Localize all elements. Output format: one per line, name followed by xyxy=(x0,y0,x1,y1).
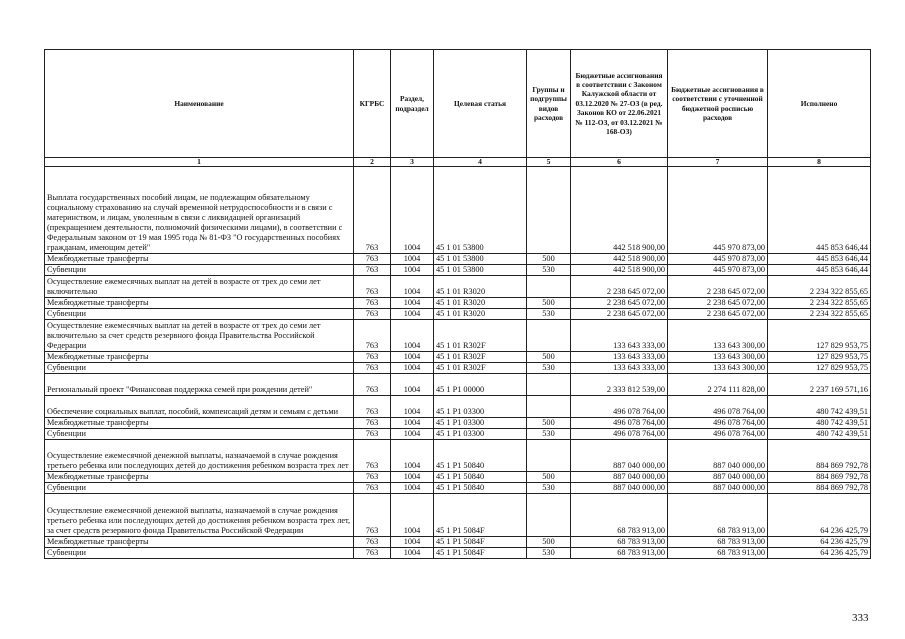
row-expense-group: 500 xyxy=(527,254,571,265)
row-executed-amount: 127 829 953,75 xyxy=(768,363,871,374)
column-number: 2 xyxy=(354,158,391,167)
row-law-amount: 887 040 000,00 xyxy=(571,440,668,472)
row-law-amount: 496 078 764,00 xyxy=(571,396,668,418)
row-expense-group: 500 xyxy=(527,352,571,363)
row-target-article: 45 1 01 53800 xyxy=(434,254,527,265)
header-kgrbs: КГРБС xyxy=(354,50,391,158)
row-section: 1004 xyxy=(391,396,434,418)
row-expense-group xyxy=(527,374,571,396)
row-expense-group: 530 xyxy=(527,483,571,494)
row-name: Межбюджетные трансферты xyxy=(45,352,354,363)
row-name: Субвенции xyxy=(45,363,354,374)
row-expense-group: 500 xyxy=(527,537,571,548)
table-row xyxy=(45,494,871,537)
table-row xyxy=(45,298,871,309)
row-name: Субвенции xyxy=(45,309,354,320)
table-row xyxy=(45,418,871,429)
row-law-amount: 68 783 913,00 xyxy=(571,548,668,559)
row-kgrbs: 763 xyxy=(354,298,391,309)
column-number: 3 xyxy=(391,158,434,167)
row-name: Межбюджетные трансферты xyxy=(45,298,354,309)
row-kgrbs: 763 xyxy=(354,167,391,254)
row-budget-amount: 887 040 000,00 xyxy=(668,440,768,472)
row-kgrbs: 763 xyxy=(354,352,391,363)
row-budget-amount: 133 643 300,00 xyxy=(668,352,768,363)
column-number: 8 xyxy=(768,158,871,167)
row-budget-amount: 496 078 764,00 xyxy=(668,396,768,418)
row-expense-group xyxy=(527,494,571,537)
row-kgrbs: 763 xyxy=(354,309,391,320)
row-budget-amount: 2 238 645 072,00 xyxy=(668,309,768,320)
row-expense-group xyxy=(527,276,571,298)
row-executed-amount: 445 853 646,44 xyxy=(768,167,871,254)
row-section: 1004 xyxy=(391,429,434,440)
row-law-amount: 887 040 000,00 xyxy=(571,483,668,494)
row-name: Межбюджетные трансферты xyxy=(45,537,354,548)
row-name: Региональный проект "Финансовая поддержка семей при рождении детей" xyxy=(45,374,354,396)
row-executed-amount: 2 234 322 855,65 xyxy=(768,309,871,320)
table-row xyxy=(45,429,871,440)
row-kgrbs: 763 xyxy=(354,494,391,537)
row-target-article: 45 1 P1 03300 xyxy=(434,396,527,418)
row-target-article: 45 1 01 R3020 xyxy=(434,298,527,309)
row-expense-group: 500 xyxy=(527,418,571,429)
row-executed-amount: 884 869 792,78 xyxy=(768,440,871,472)
row-budget-amount: 445 970 873,00 xyxy=(668,167,768,254)
row-budget-amount: 445 970 873,00 xyxy=(668,254,768,265)
row-name: Субвенции xyxy=(45,548,354,559)
row-target-article: 45 1 01 53800 xyxy=(434,265,527,276)
row-executed-amount: 127 829 953,75 xyxy=(768,320,871,352)
row-target-article: 45 1 P1 50840 xyxy=(434,472,527,483)
row-budget-amount: 133 643 300,00 xyxy=(668,320,768,352)
row-kgrbs: 763 xyxy=(354,265,391,276)
row-kgrbs: 763 xyxy=(354,440,391,472)
row-name: Выплата государственных пособий лицам, не подлежащим обязательному социальному страхованию на случай временной нетрудоспособности и в связи с материнством, и лицам, уволенным в связи с ликвидацией организаций (прекращением деятельности, полномочий физическими лицами), в соответствии с Федеральным законом от 19 мая 1995 года № 81-ФЗ "О государственных пособиях гражданам, имеющим детей" xyxy=(45,167,354,254)
row-kgrbs: 763 xyxy=(354,396,391,418)
row-law-amount: 133 643 333,00 xyxy=(571,352,668,363)
header-law-allocations: Бюджетные ассигнования в соответствии с Законом Калужской области от 03.12.2020 № 27-ОЗ (в ред. Законов КО от 22.06.2021 № 112-ОЗ, от 03.12.2021 № 168-ОЗ) xyxy=(571,50,668,158)
row-budget-amount: 2 238 645 072,00 xyxy=(668,276,768,298)
row-expense-group: 500 xyxy=(527,298,571,309)
row-law-amount: 496 078 764,00 xyxy=(571,418,668,429)
row-section: 1004 xyxy=(391,254,434,265)
row-kgrbs: 763 xyxy=(354,363,391,374)
row-law-amount: 2 238 645 072,00 xyxy=(571,309,668,320)
row-executed-amount: 127 829 953,75 xyxy=(768,352,871,363)
row-executed-amount: 480 742 439,51 xyxy=(768,429,871,440)
row-expense-group: 530 xyxy=(527,309,571,320)
table-row xyxy=(45,472,871,483)
row-target-article: 45 1 01 R302F xyxy=(434,363,527,374)
table-row xyxy=(45,167,871,254)
page-number: 333 xyxy=(852,612,869,624)
row-law-amount: 496 078 764,00 xyxy=(571,429,668,440)
row-budget-amount: 133 643 300,00 xyxy=(668,363,768,374)
table-row xyxy=(45,483,871,494)
row-section: 1004 xyxy=(391,352,434,363)
row-expense-group xyxy=(527,396,571,418)
row-section: 1004 xyxy=(391,167,434,254)
table-row xyxy=(45,309,871,320)
row-budget-amount: 496 078 764,00 xyxy=(668,429,768,440)
row-target-article: 45 1 01 R302F xyxy=(434,352,527,363)
row-target-article: 45 1 P1 5084F xyxy=(434,548,527,559)
row-executed-amount: 2 234 322 855,65 xyxy=(768,298,871,309)
row-law-amount: 442 518 900,00 xyxy=(571,265,668,276)
row-law-amount: 133 643 333,00 xyxy=(571,363,668,374)
row-target-article: 45 1 P1 00000 xyxy=(434,374,527,396)
row-target-article: 45 1 01 R3020 xyxy=(434,276,527,298)
row-target-article: 45 1 01 R3020 xyxy=(434,309,527,320)
table-row xyxy=(45,265,871,276)
row-expense-group xyxy=(527,167,571,254)
column-number: 4 xyxy=(434,158,527,167)
row-budget-amount: 887 040 000,00 xyxy=(668,472,768,483)
row-expense-group: 500 xyxy=(527,472,571,483)
table-row xyxy=(45,352,871,363)
row-target-article: 45 1 P1 03300 xyxy=(434,429,527,440)
row-expense-group: 530 xyxy=(527,429,571,440)
row-section: 1004 xyxy=(391,309,434,320)
row-budget-amount: 445 970 873,00 xyxy=(668,265,768,276)
row-target-article: 45 1 01 53800 xyxy=(434,167,527,254)
row-name: Осуществление ежемесячной денежной выплаты, назначаемой в случае рождения третьего ребенка или последующих детей до достижения ребенком возраста трех лет, за счет средств резервного фонда Правительства Российской Федерации xyxy=(45,494,354,537)
row-section: 1004 xyxy=(391,472,434,483)
table-row xyxy=(45,363,871,374)
row-budget-amount: 2 274 111 828,00 xyxy=(668,374,768,396)
row-executed-amount: 2 237 169 571,16 xyxy=(768,374,871,396)
row-section: 1004 xyxy=(391,537,434,548)
row-law-amount: 442 518 900,00 xyxy=(571,254,668,265)
row-kgrbs: 763 xyxy=(354,537,391,548)
row-section: 1004 xyxy=(391,276,434,298)
row-expense-group: 530 xyxy=(527,265,571,276)
header-budget-allocations: Бюджетные ассигнования в соответствии с уточненной бюджетной росписью расходов xyxy=(668,50,768,158)
header-name: Наименование xyxy=(45,50,354,158)
row-name: Субвенции xyxy=(45,429,354,440)
column-number: 6 xyxy=(571,158,668,167)
header-expense-group: Группы и подгруппы видов расходов xyxy=(527,50,571,158)
header-target-article: Целевая статья xyxy=(434,50,527,158)
row-name: Субвенции xyxy=(45,265,354,276)
row-budget-amount: 496 078 764,00 xyxy=(668,418,768,429)
budget-table xyxy=(44,49,871,559)
header-section: Раздел, подраздел xyxy=(391,50,434,158)
row-name: Межбюджетные трансферты xyxy=(45,418,354,429)
row-law-amount: 442 518 900,00 xyxy=(571,167,668,254)
row-section: 1004 xyxy=(391,440,434,472)
row-kgrbs: 763 xyxy=(354,472,391,483)
row-expense-group xyxy=(527,440,571,472)
row-target-article: 45 1 P1 50840 xyxy=(434,440,527,472)
row-executed-amount: 64 236 425,79 xyxy=(768,548,871,559)
row-name: Межбюджетные трансферты xyxy=(45,254,354,265)
row-budget-amount: 68 783 913,00 xyxy=(668,537,768,548)
row-section: 1004 xyxy=(391,298,434,309)
row-budget-amount: 887 040 000,00 xyxy=(668,483,768,494)
row-kgrbs: 763 xyxy=(354,548,391,559)
row-target-article: 45 1 P1 5084F xyxy=(434,537,527,548)
row-target-article: 45 1 P1 03300 xyxy=(434,418,527,429)
row-executed-amount: 480 742 439,51 xyxy=(768,418,871,429)
row-law-amount: 68 783 913,00 xyxy=(571,537,668,548)
row-section: 1004 xyxy=(391,494,434,537)
row-executed-amount: 64 236 425,79 xyxy=(768,537,871,548)
header-executed: Исполнено xyxy=(768,50,871,158)
row-section: 1004 xyxy=(391,374,434,396)
row-executed-amount: 884 869 792,78 xyxy=(768,472,871,483)
row-name: Субвенции xyxy=(45,483,354,494)
row-kgrbs: 763 xyxy=(354,374,391,396)
row-executed-amount: 445 853 646,44 xyxy=(768,265,871,276)
row-section: 1004 xyxy=(391,418,434,429)
row-section: 1004 xyxy=(391,483,434,494)
row-budget-amount: 68 783 913,00 xyxy=(668,494,768,537)
row-kgrbs: 763 xyxy=(354,254,391,265)
row-name: Осуществление ежемесячных выплат на детей в возрасте от трех до семи лет включительно xyxy=(45,276,354,298)
row-name: Обеспечение социальных выплат, пособий, компенсаций детям и семьям с детьми xyxy=(45,396,354,418)
table-row xyxy=(45,320,871,352)
row-law-amount: 2 238 645 072,00 xyxy=(571,298,668,309)
table-row xyxy=(45,396,871,418)
table-row xyxy=(45,537,871,548)
row-section: 1004 xyxy=(391,265,434,276)
row-executed-amount: 445 853 646,44 xyxy=(768,254,871,265)
row-target-article: 45 1 01 R302F xyxy=(434,320,527,352)
table-body xyxy=(45,167,871,559)
row-law-amount: 887 040 000,00 xyxy=(571,472,668,483)
table-row xyxy=(45,440,871,472)
row-kgrbs: 763 xyxy=(354,418,391,429)
row-name: Осуществление ежемесячной денежной выплаты, назначаемой в случае рождения третьего ребенка или последующих детей до достижения ребенком возраста трех лет xyxy=(45,440,354,472)
table-row xyxy=(45,276,871,298)
table-row xyxy=(45,548,871,559)
row-expense-group xyxy=(527,320,571,352)
row-name: Межбюджетные трансферты xyxy=(45,472,354,483)
row-target-article: 45 1 P1 5084F xyxy=(434,494,527,537)
row-kgrbs: 763 xyxy=(354,320,391,352)
column-number: 7 xyxy=(668,158,768,167)
table-row xyxy=(45,374,871,396)
row-executed-amount: 480 742 439,51 xyxy=(768,396,871,418)
row-expense-group: 530 xyxy=(527,363,571,374)
row-budget-amount: 2 238 645 072,00 xyxy=(668,298,768,309)
column-number: 1 xyxy=(45,158,354,167)
column-number: 5 xyxy=(527,158,571,167)
row-kgrbs: 763 xyxy=(354,483,391,494)
row-kgrbs: 763 xyxy=(354,276,391,298)
row-target-article: 45 1 P1 50840 xyxy=(434,483,527,494)
row-law-amount: 133 643 333,00 xyxy=(571,320,668,352)
row-executed-amount: 64 236 425,79 xyxy=(768,494,871,537)
table-row xyxy=(45,254,871,265)
row-law-amount: 2 238 645 072,00 xyxy=(571,276,668,298)
row-law-amount: 68 783 913,00 xyxy=(571,494,668,537)
row-law-amount: 2 333 812 539,00 xyxy=(571,374,668,396)
row-kgrbs: 763 xyxy=(354,429,391,440)
row-budget-amount: 68 783 913,00 xyxy=(668,548,768,559)
row-expense-group: 530 xyxy=(527,548,571,559)
row-section: 1004 xyxy=(391,363,434,374)
row-executed-amount: 2 234 322 855,65 xyxy=(768,276,871,298)
row-section: 1004 xyxy=(391,320,434,352)
row-section: 1004 xyxy=(391,548,434,559)
row-name: Осуществление ежемесячных выплат на детей в возрасте от трех до семи лет включительно за счет средств резервного фонда Правительства Российской Федерации xyxy=(45,320,354,352)
row-executed-amount: 884 869 792,78 xyxy=(768,483,871,494)
